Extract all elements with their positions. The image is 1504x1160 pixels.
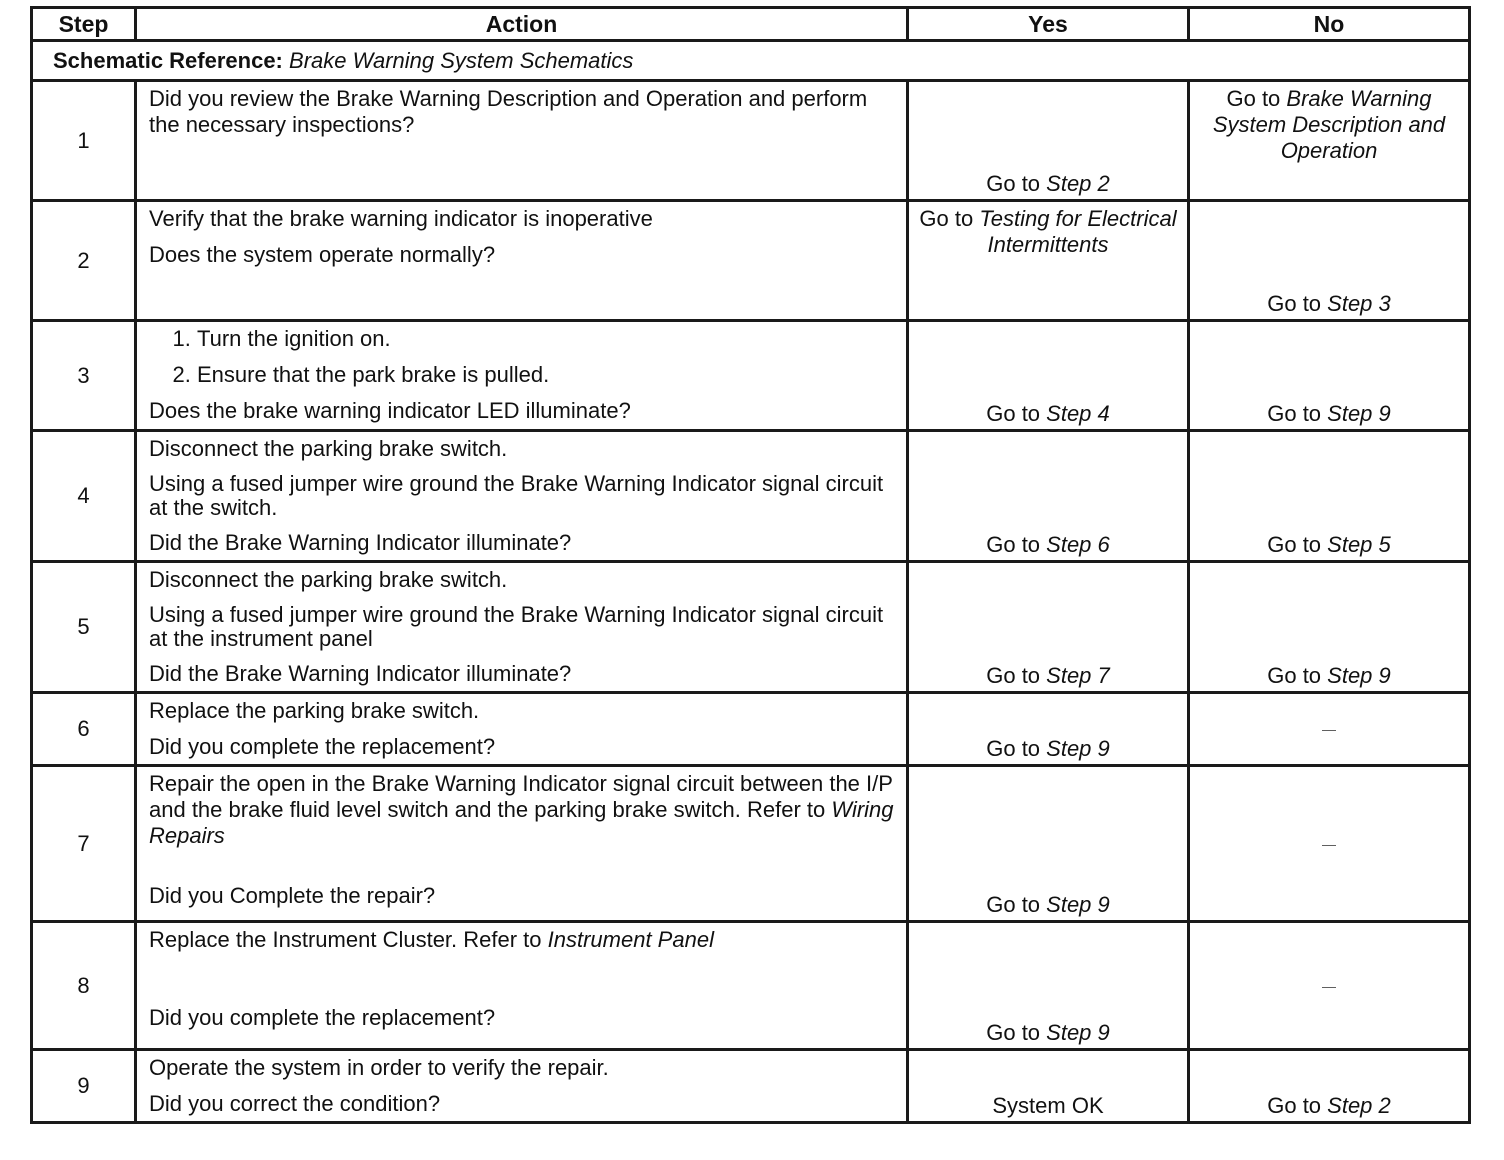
action-line — [149, 927, 896, 953]
table-row — [32, 766, 1470, 922]
action-text: Replace the Instrument Cluster. Refer to — [149, 927, 548, 952]
no-cell — [1189, 1050, 1470, 1123]
no-link[interactable]: Brake Warning System Description and Operation — [1212, 86, 1446, 163]
yes-result[interactable] — [986, 171, 1110, 196]
action-line: Replace the parking brake switch. — [149, 698, 480, 723]
action-line: Disconnect the parking brake switch. — [149, 436, 508, 461]
diagnostic-table — [30, 6, 1471, 1124]
no-link[interactable]: Step 3 — [1327, 291, 1391, 316]
yes-prefix: Go to — [986, 171, 1047, 196]
action-cell — [136, 81, 908, 201]
list-item: 1. Turn the ignition on. — [197, 326, 896, 352]
yes-result[interactable] — [986, 736, 1110, 761]
table-row — [32, 562, 1470, 693]
no-prefix: Go to — [1267, 291, 1328, 316]
no-prefix: Go to — [1267, 663, 1328, 688]
header-no: No — [1189, 8, 1470, 41]
action-cell — [136, 201, 908, 321]
instrument-panel-link[interactable]: Instrument Panel — [547, 927, 714, 952]
no-prefix: Go to — [1267, 1093, 1328, 1118]
no-cell — [1189, 431, 1470, 562]
yes-link[interactable]: Testing for Electrical Intermittents — [979, 206, 1177, 257]
yes-link[interactable]: Step 9 — [1046, 1020, 1110, 1045]
no-link[interactable]: Step 9 — [1327, 401, 1391, 426]
no-cell — [1189, 766, 1470, 922]
no-prefix: Go to — [1267, 532, 1328, 557]
yes-link[interactable]: Step 7 — [1046, 663, 1110, 688]
yes-prefix: Go to — [986, 532, 1047, 557]
table-row — [32, 321, 1470, 431]
step-number: 5 — [32, 562, 136, 693]
yes-result[interactable] — [986, 401, 1110, 426]
action-line: Operate the system in order to verify the repair. — [149, 1055, 609, 1080]
yes-link[interactable]: Step 6 — [1046, 532, 1110, 557]
action-text: Repair the open in the Brake Warning Indicator signal circuit between the I/P and the brake fluid level switch and the parking brake switch. Refer to — [149, 771, 893, 822]
no-link[interactable]: Step 9 — [1327, 663, 1391, 688]
no-result-dash: — — [1322, 835, 1336, 852]
yes-prefix: Go to — [919, 206, 980, 231]
no-cell — [1189, 201, 1470, 321]
action-cell — [136, 693, 908, 766]
yes-cell — [908, 431, 1189, 562]
no-result[interactable] — [1267, 401, 1391, 426]
yes-cell — [908, 766, 1189, 922]
step-number: 1 — [32, 81, 136, 201]
table-row — [32, 693, 1470, 766]
action-line: Did you review the Brake Warning Description and Operation and perform the necessary inspections? — [149, 86, 868, 137]
action-cell — [136, 562, 908, 693]
table-row — [32, 431, 1470, 562]
step-number: 9 — [32, 1050, 136, 1123]
yes-link[interactable]: Step 2 — [1046, 171, 1110, 196]
action-cell — [136, 321, 908, 431]
action-question: Did you complete the replacement? — [149, 734, 496, 759]
yes-cell — [908, 1050, 1189, 1123]
yes-prefix: Go to — [986, 663, 1047, 688]
no-result[interactable] — [1267, 1093, 1391, 1118]
action-cell — [136, 766, 908, 922]
yes-link[interactable]: Step 9 — [1046, 892, 1110, 917]
yes-cell — [908, 562, 1189, 693]
header-row — [32, 8, 1470, 41]
table-row — [32, 201, 1470, 321]
step-number: 4 — [32, 431, 136, 562]
action-question: Did you complete the replacement? — [149, 1005, 496, 1030]
action-question: Did you correct the condition? — [149, 1091, 441, 1116]
yes-cell — [908, 201, 1189, 321]
table-row — [32, 81, 1470, 201]
action-cell — [136, 431, 908, 562]
step-number: 3 — [32, 321, 136, 431]
yes-prefix: Go to — [986, 892, 1047, 917]
action-line — [149, 771, 896, 849]
table-row — [32, 1050, 1470, 1123]
yes-link[interactable]: Step 9 — [1046, 736, 1110, 761]
action-line: Verify that the brake warning indicator is inoperative — [149, 206, 653, 231]
action-line: Using a fused jumper wire ground the Brake Warning Indicator signal circuit at the switch. — [149, 471, 884, 520]
no-cell — [1189, 321, 1470, 431]
no-cell — [1189, 562, 1470, 693]
yes-cell — [908, 693, 1189, 766]
step-number: 2 — [32, 201, 136, 321]
list-item: 2. Ensure that the park brake is pulled. — [197, 362, 896, 388]
yes-link[interactable]: Step 4 — [1046, 401, 1110, 426]
action-question: Did the Brake Warning Indicator illuminate? — [149, 530, 572, 555]
wiring-repairs-link[interactable]: Wiring Repairs — [149, 797, 894, 848]
no-result[interactable] — [1190, 86, 1468, 164]
yes-cell — [908, 81, 1189, 201]
action-question: Did you Complete the repair? — [149, 883, 436, 908]
action-question: Does the brake warning indicator LED illuminate? — [149, 398, 631, 423]
no-cell — [1189, 922, 1470, 1050]
yes-cell — [908, 321, 1189, 431]
yes-result[interactable] — [986, 663, 1110, 688]
no-result-dash: — — [1322, 977, 1336, 994]
schematic-label: Schematic Reference: — [53, 47, 283, 73]
no-result[interactable] — [1267, 663, 1391, 688]
no-cell — [1189, 81, 1470, 201]
header-step: Step — [32, 8, 136, 41]
action-line: Does the system operate normally? — [149, 242, 496, 267]
schematic-link[interactable]: Brake Warning System Schematics — [289, 47, 634, 73]
no-cell — [1189, 693, 1470, 766]
yes-result[interactable] — [986, 892, 1110, 917]
yes-result[interactable] — [986, 532, 1110, 557]
header-action: Action — [136, 8, 908, 41]
yes-result[interactable] — [986, 1020, 1110, 1045]
action-line: Disconnect the parking brake switch. — [149, 567, 508, 592]
no-result[interactable] — [1267, 291, 1391, 316]
action-cell — [136, 1050, 908, 1123]
table-row — [32, 922, 1470, 1050]
header-yes: Yes — [908, 8, 1189, 41]
action-line: Using a fused jumper wire ground the Brake Warning Indicator signal circuit at the instrument panel — [149, 602, 884, 651]
yes-result[interactable] — [909, 206, 1187, 258]
no-link[interactable]: Step 2 — [1327, 1093, 1391, 1118]
no-result-dash: — — [1322, 721, 1336, 737]
no-prefix: Go to — [1267, 401, 1328, 426]
step-number: 8 — [32, 922, 136, 1050]
step-number: 6 — [32, 693, 136, 766]
yes-prefix: Go to — [986, 736, 1047, 761]
action-question: Did the Brake Warning Indicator illuminate? — [149, 661, 572, 686]
yes-result[interactable]: System OK — [992, 1093, 1104, 1118]
yes-cell — [908, 922, 1189, 1050]
yes-prefix: Go to — [986, 1020, 1047, 1045]
no-result[interactable] — [1267, 532, 1391, 557]
action-cell — [136, 922, 908, 1050]
step-number: 7 — [32, 766, 136, 922]
schematic-reference-row — [32, 41, 1470, 81]
action-list — [149, 326, 896, 388]
no-link[interactable]: Step 5 — [1327, 532, 1391, 557]
no-prefix: Go to — [1226, 86, 1287, 111]
yes-prefix: Go to — [986, 401, 1047, 426]
